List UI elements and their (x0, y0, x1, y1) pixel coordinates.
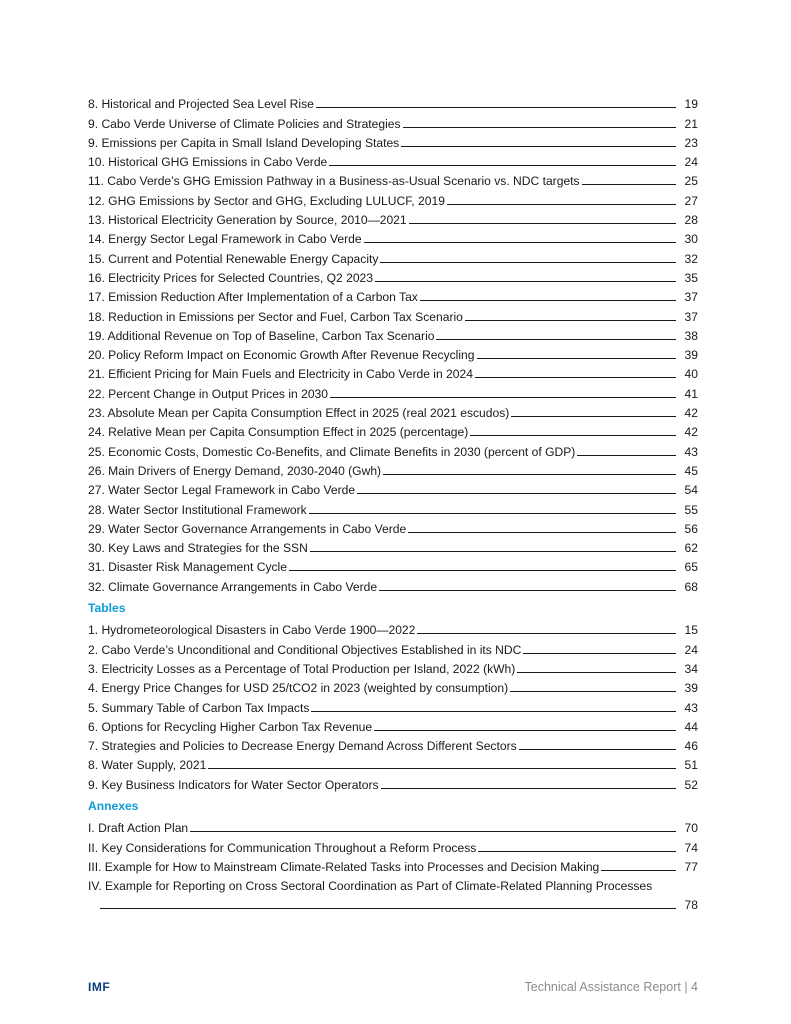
toc-entry-label: 28. Water Sector Institutional Framework (88, 502, 307, 517)
toc-entry-page: 27 (684, 193, 698, 208)
toc-entry-label: 27. Water Sector Legal Framework in Cabo Verde (88, 483, 356, 498)
dot-leader (374, 730, 676, 731)
tables-heading: Tables (88, 600, 126, 615)
table-of-contents (88, 92, 698, 912)
dot-leader (523, 653, 676, 654)
dot-leader (100, 908, 676, 909)
toc-entry-label: 12. GHG Emissions by Sector and GHG, Excluding LULUCF, 2019 (88, 193, 445, 208)
dot-leader (511, 416, 676, 417)
toc-entry-label: 21. Efficient Pricing for Main Fuels and Electricity in Cabo Verde in 2024 (88, 367, 473, 382)
toc-entry-label: 30. Key Laws and Strategies for the SSN (88, 541, 308, 556)
dot-leader (510, 691, 676, 692)
toc-entry-page: 35 (684, 270, 698, 285)
toc-entry-label: 10. Historical GHG Emissions in Cabo Verde (88, 155, 328, 170)
annexes-list (88, 816, 698, 874)
dot-leader (329, 165, 676, 166)
toc-entry-label: 3. Electricity Losses as a Percentage of Total Production per Island, 2022 (kWh) (88, 661, 516, 676)
toc-entry-page: 25 (684, 174, 698, 189)
toc-entry-page: 32 (684, 251, 698, 266)
annexes-heading: Annexes (88, 798, 139, 813)
toc-entry-label: 17. Emission Reduction After Implementation of a Carbon Tax (88, 290, 418, 305)
toc-entry-label: 5. Summary Table of Carbon Tax Impacts (88, 700, 310, 715)
toc-entry-page: 43 (684, 700, 698, 715)
toc-entry-page: 54 (684, 483, 698, 498)
toc-entry-label: 16. Electricity Prices for Selected Countries, Q2 2023 (88, 270, 374, 285)
toc-entry[interactable] (88, 439, 698, 458)
toc-entry[interactable] (88, 111, 698, 130)
dot-leader (408, 532, 676, 533)
toc-entry-label: 7. Strategies and Policies to Decrease Energy Demand Across Different Sectors (88, 739, 517, 754)
toc-entry[interactable] (88, 536, 698, 555)
toc-entry-label: 13. Historical Electricity Generation by Source, 2010—2021 (88, 213, 407, 228)
toc-entry-page: 52 (684, 777, 698, 792)
toc-entry[interactable] (88, 343, 698, 362)
toc-entry-label: 29. Water Sector Governance Arrangements in Cabo Verde (88, 521, 407, 536)
toc-entry-label: 14. Energy Sector Legal Framework in Cabo Verde (88, 232, 362, 247)
toc-entry-label: 9. Emissions per Capita in Small Island Developing States (88, 135, 400, 150)
toc-entry-page: 56 (684, 521, 698, 536)
toc-entry[interactable] (88, 574, 698, 593)
toc-entry[interactable] (88, 734, 698, 753)
toc-entry-page: 62 (684, 541, 698, 556)
dot-leader (383, 474, 676, 475)
toc-entry-page: 37 (684, 290, 698, 305)
toc-entry[interactable] (88, 855, 698, 874)
dot-leader (311, 711, 676, 712)
toc-entry[interactable] (88, 816, 698, 835)
toc-entry[interactable] (88, 517, 698, 536)
toc-entry[interactable] (88, 227, 698, 246)
dot-leader (478, 851, 676, 852)
dot-leader (582, 184, 676, 185)
toc-entry-page: 42 (684, 406, 698, 421)
toc-entry-page: 65 (684, 560, 698, 575)
toc-entry[interactable] (88, 246, 698, 265)
dot-leader (577, 455, 676, 456)
dot-leader (420, 300, 676, 301)
toc-entry[interactable] (88, 401, 698, 420)
toc-entry-page: 44 (684, 719, 698, 734)
dot-leader (208, 768, 676, 769)
dot-leader (316, 107, 676, 108)
toc-entry[interactable] (88, 715, 698, 734)
dot-leader (465, 320, 676, 321)
toc-entry-label: 32. Climate Governance Arrangements in Cabo Verde (88, 579, 378, 594)
toc-entry[interactable] (88, 304, 698, 323)
toc-entry-page: 34 (684, 661, 698, 676)
toc-entry-label: 26. Main Drivers of Energy Demand, 2030-2040 (Gwh) (88, 463, 382, 478)
dot-leader (357, 493, 676, 494)
figures-list (88, 92, 698, 594)
dot-leader (436, 339, 676, 340)
dot-leader (309, 513, 676, 514)
toc-entry-label: I. Draft Action Plan (88, 821, 189, 836)
toc-entry[interactable] (88, 676, 698, 695)
toc-entry[interactable] (88, 772, 698, 791)
dot-leader (310, 551, 676, 552)
toc-entry[interactable] (88, 92, 698, 111)
dot-leader (289, 570, 676, 571)
toc-entry[interactable] (88, 362, 698, 381)
toc-entry-label: 8. Historical and Projected Sea Level Rise (88, 97, 314, 112)
toc-entry-label: 4. Energy Price Changes for USD 25/tCO2 in 2023 (weighted by consumption) (88, 681, 509, 696)
toc-entry-label: 23. Absolute Mean per Capita Consumption Effect in 2025 (real 2021 escudos) (88, 406, 510, 421)
dot-leader (477, 358, 677, 359)
toc-entry-label: 6. Options for Recycling Higher Carbon Tax Revenue (88, 719, 373, 734)
toc-entry[interactable] (88, 835, 698, 854)
dot-leader (517, 672, 676, 673)
dot-leader (417, 633, 676, 634)
toc-entry-label: 18. Reduction in Emissions per Sector and Fuel, Carbon Tax Scenario (88, 309, 463, 324)
dot-leader (475, 377, 676, 378)
toc-entry-label: 1. Hydrometeorological Disasters in Cabo Verde 1900—2022 (88, 623, 416, 638)
toc-entry-page: 37 (684, 309, 698, 324)
toc-entry[interactable] (88, 131, 698, 150)
toc-entry-page: 68 (684, 579, 698, 594)
dot-leader (380, 262, 676, 263)
toc-entry-label: III. Example for How to Mainstream Climate-Related Tasks into Processes and Decision Making (88, 859, 600, 874)
dot-leader (379, 590, 676, 591)
toc-entry-page: 30 (684, 232, 698, 247)
toc-entry-label: II. Key Considerations for Communication Throughout a Reform Process (88, 840, 477, 855)
toc-entry-page: 74 (684, 840, 698, 855)
toc-entry-page: 51 (684, 758, 698, 773)
toc-entry[interactable] (88, 420, 698, 439)
toc-entry-label: 8. Water Supply, 2021 (88, 758, 207, 773)
toc-entry[interactable] (88, 695, 698, 714)
dot-leader (601, 870, 676, 871)
toc-entry-page: 77 (684, 859, 698, 874)
dot-leader (381, 788, 676, 789)
toc-entry-label: 15. Current and Potential Renewable Energy Capacity (88, 251, 379, 266)
toc-entry-label: 9. Key Business Indicators for Water Sector Operators (88, 777, 379, 792)
toc-entry-page: 42 (684, 425, 698, 440)
toc-entry-label: 31. Disaster Risk Management Cycle (88, 560, 287, 575)
toc-entry-page: 39 (684, 348, 698, 363)
toc-entry-page: 15 (684, 623, 698, 638)
footer-page-label: Technical Assistance Report | 4 (524, 980, 698, 994)
toc-entry[interactable] (88, 874, 698, 913)
dot-leader (470, 435, 676, 436)
imf-logo: IMF (88, 980, 111, 994)
tables-list (88, 618, 698, 792)
toc-entry-label: 25. Economic Costs, Domestic Co-Benefits, and Climate Benefits in 2030 (percent of GDP) (88, 444, 576, 459)
toc-entry[interactable] (88, 208, 698, 227)
toc-entry[interactable] (88, 753, 698, 772)
toc-entry-label: IV. Example for Reporting on Cross Sectoral Coordination as Part of Climate-Related Planning Processes (88, 879, 653, 894)
toc-entry[interactable] (88, 266, 698, 285)
dot-leader (401, 146, 676, 147)
toc-entry-label: 2. Cabo Verde’s Unconditional and Conditional Objectives Established in its NDC (88, 642, 522, 657)
toc-entry[interactable] (88, 497, 698, 516)
toc-entry[interactable] (88, 169, 698, 188)
toc-entry-page: 40 (684, 367, 698, 382)
toc-entry-page: 24 (684, 155, 698, 170)
dot-leader (375, 281, 676, 282)
toc-entry[interactable] (88, 555, 698, 574)
toc-entry-page: 41 (684, 386, 698, 401)
toc-entry-page: 21 (684, 116, 698, 131)
dot-leader (190, 831, 676, 832)
toc-entry-page: 24 (684, 642, 698, 657)
toc-entry[interactable] (88, 150, 698, 169)
toc-entry-label: 11. Cabo Verde’s GHG Emission Pathway in a Business-as-Usual Scenario vs. NDC targets (88, 174, 580, 189)
dot-leader (447, 204, 676, 205)
toc-entry[interactable] (88, 285, 698, 304)
toc-entry-label: 9. Cabo Verde Universe of Climate Policies and Strategies (88, 116, 401, 131)
toc-entry-page: 28 (684, 213, 698, 228)
dot-leader (330, 397, 676, 398)
toc-entry-label: 19. Additional Revenue on Top of Baseline, Carbon Tax Scenario (88, 328, 435, 343)
toc-entry[interactable] (88, 478, 698, 497)
dot-leader (519, 749, 676, 750)
toc-entry-label: 20. Policy Reform Impact on Economic Growth After Revenue Recycling (88, 348, 475, 363)
dot-leader (409, 223, 676, 224)
toc-entry-page: 38 (684, 328, 698, 343)
toc-entry-page: 43 (684, 444, 698, 459)
toc-entry-label: 22. Percent Change in Output Prices in 2030 (88, 386, 329, 401)
toc-entry-page: 78 (684, 898, 698, 913)
toc-entry[interactable] (88, 381, 698, 400)
toc-entry-page: 39 (684, 681, 698, 696)
toc-entry-page: 55 (684, 502, 698, 517)
toc-entry-page: 45 (684, 463, 698, 478)
toc-entry[interactable] (88, 188, 698, 207)
toc-entry[interactable] (88, 618, 698, 637)
toc-entry-label: 24. Relative Mean per Capita Consumption Effect in 2025 (percentage) (88, 425, 469, 440)
toc-entry[interactable] (88, 459, 698, 478)
toc-entry-page: 23 (684, 135, 698, 150)
toc-entry[interactable] (88, 637, 698, 656)
toc-entry-page: 46 (684, 739, 698, 754)
toc-entry[interactable] (88, 657, 698, 676)
toc-entry-page: 19 (684, 97, 698, 112)
dot-leader (364, 242, 676, 243)
dot-leader (403, 127, 676, 128)
toc-entry-page: 70 (684, 821, 698, 836)
toc-entry[interactable] (88, 324, 698, 343)
